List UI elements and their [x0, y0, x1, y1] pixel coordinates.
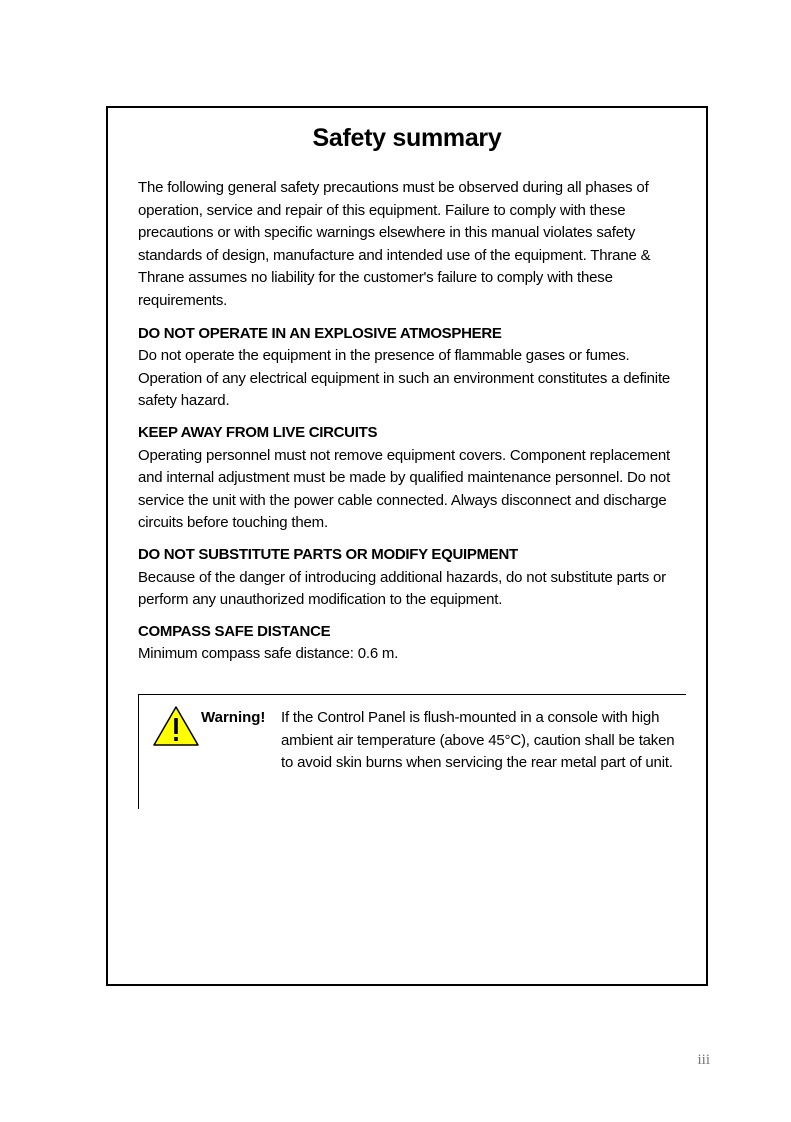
section-compass-distance: [138, 621, 686, 666]
section-body: Operating personnel must not remove equipment covers. Component replacement and internal adjustment must be made by qualified maintenance personnel. Do not service the unit with the power cable connected. Always disconnect and discharge circuits before touching them.: [138, 446, 671, 532]
safety-content: [138, 177, 686, 675]
section-body: Minimum compass safe distance: 0.6 m.: [138, 645, 399, 663]
section-explosive-atmosphere: [138, 323, 686, 413]
page-title: Safety summary: [312, 124, 502, 152]
section-body: Do not operate the equipment in the presence of flammable gases or fumes. Operation of any electrical equipment in such an environment constitutes a definite safety hazard.: [138, 347, 671, 410]
warning-box: [138, 694, 686, 809]
section-heading: DO NOT SUBSTITUTE PARTS OR MODIFY EQUIPMENT: [138, 545, 518, 563]
section-heading: DO NOT OPERATE IN AN EXPLOSIVE ATMOSPHERE: [138, 324, 502, 342]
section-heading: KEEP AWAY FROM LIVE CIRCUITS: [138, 423, 378, 441]
page-number: iii: [697, 1052, 710, 1068]
intro-paragraph: The following general safety precautions must be observed during all phases of operation, service and repair of this equipment. Failure to comply with these precautions or with specific warnings elsewhere in this manual violates safety standards of design, manufacture and intended use of the equipment. Thrane & Thrane assumes no liability for the customer's failure to comply with these requirements.: [138, 179, 651, 309]
section-heading: COMPASS SAFE DISTANCE: [138, 622, 331, 640]
section-substitute-parts: [138, 544, 686, 612]
warning-label: Warning!: [201, 709, 266, 726]
safety-summary-frame: [106, 106, 708, 986]
warning-text: If the Control Panel is flush-mounted in a console with high ambient air temperature (above 45°C), caution shall be taken to avoid skin burns when servicing the rear metal part of unit.: [281, 709, 675, 772]
section-live-circuits: [138, 422, 686, 535]
warning-triangle-icon: [152, 705, 200, 747]
section-body: Because of the danger of introducing additional hazards, do not substitute parts or perform any unauthorized modification to the equipment.: [138, 568, 666, 609]
